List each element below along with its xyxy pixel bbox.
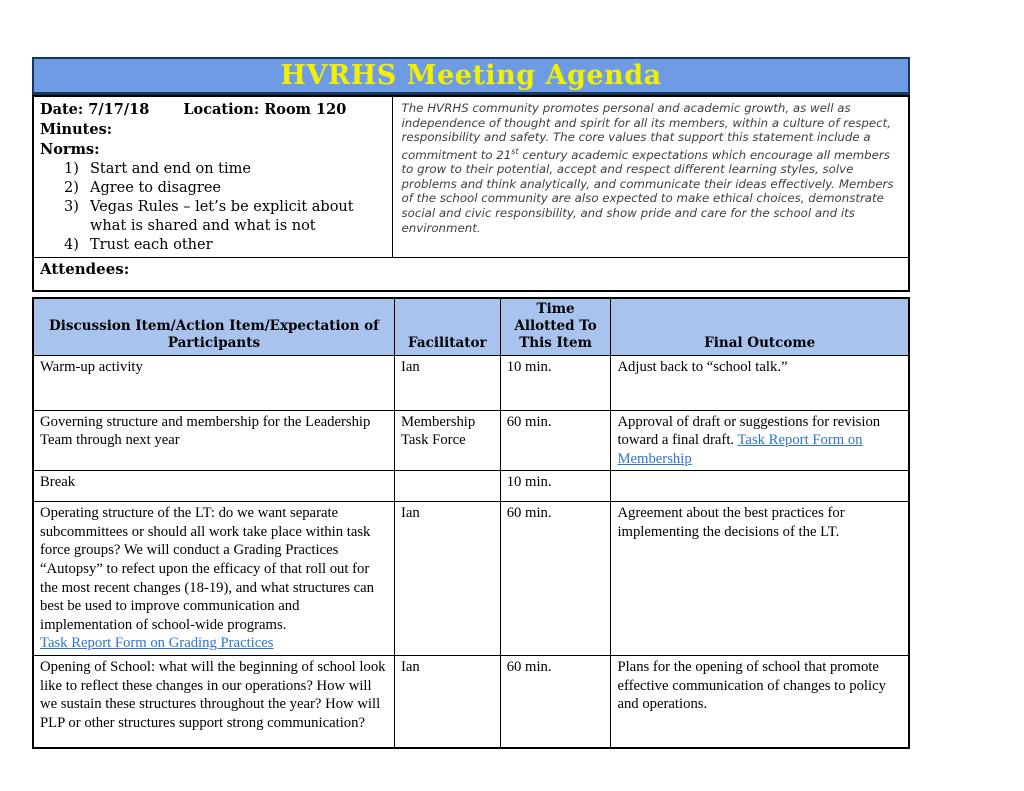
cell-item: Governing structure and membership for the Leadership Team through next year	[33, 410, 394, 471]
page-title: HVRHS Meeting Agenda	[280, 60, 662, 91]
location-field: Location: Room 120	[183, 101, 347, 118]
agenda-row-operating-structure	[33, 502, 909, 656]
date-field: Date: 7/17/18	[40, 101, 150, 118]
agenda-row-governing-structure	[33, 410, 909, 471]
agenda-row-opening-of-school	[33, 656, 909, 748]
cell-outcome	[611, 410, 909, 471]
norms-list	[40, 160, 386, 255]
meeting-info-cell	[33, 96, 392, 258]
membership-report-link[interactable]: Task Report Form on Membership	[617, 432, 863, 467]
mission-text: century academic expectations which encourage all members to grow to their potential, accept and respect different learning styles, solve problems and think analytically, and communicate their ideas effectively. Members of the school community are also expected to make ethical choices, demonstrate social and civic responsibility, and show pride and care for the school and its environment.	[401, 147, 894, 235]
title-bar	[32, 57, 910, 95]
norm-item	[64, 198, 386, 236]
column-header-discussion-item: Discussion Item/Action Item/Expectation of Participants	[33, 298, 394, 356]
attendees-row	[33, 258, 909, 291]
cell-time: 60 min.	[500, 502, 611, 656]
grading-practices-report-link[interactable]: Task Report Form on Grading Practices	[40, 635, 274, 652]
norm-item	[64, 236, 386, 255]
cell-item	[33, 502, 394, 656]
cell-item: Break	[33, 471, 394, 502]
column-header-final-outcome: Final Outcome	[611, 298, 909, 356]
cell-outcome	[611, 471, 909, 502]
cell-item: Opening of School: what will the beginning of school look like to reflect these changes in our operations? How will we sustain these structures throughout the year? How will PLP or other structures support strong communication?	[33, 656, 394, 748]
cell-time: 10 min.	[500, 471, 611, 502]
outcome-text: Approval of draft or suggestions for revision toward a final draft.	[617, 413, 881, 449]
date-location-line	[40, 100, 386, 120]
norms-label: Norms:	[40, 141, 100, 158]
minutes-label: Minutes:	[40, 121, 113, 138]
agenda-table	[32, 297, 910, 749]
meeting-agenda-document	[32, 57, 910, 749]
cell-facilitator: Ian	[394, 656, 500, 748]
mission-text: The HVRHS community promotes personal and academic growth, as well as independence of thought and spirit for all its members, within a culture of respect, responsibility and safety. The core values that support this statement include a commitment to 21	[401, 101, 892, 162]
cell-time: 60 min.	[500, 410, 611, 471]
norm-item-text: Agree to disagree	[90, 180, 222, 196]
norm-item	[64, 179, 386, 198]
norm-item-text: Vegas Rules – let’s be explicit about what is shared and what is not	[90, 199, 354, 234]
cell-facilitator: Ian	[394, 355, 500, 410]
cell-facilitator	[394, 471, 500, 502]
cell-time: 10 min.	[500, 355, 611, 410]
cell-time: 60 min.	[500, 656, 611, 748]
cell-facilitator: Ian	[394, 502, 500, 656]
cell-outcome: Agreement about the best practices for implementing the decisions of the LT.	[611, 502, 909, 656]
norm-item-text: Trust each other	[90, 237, 213, 253]
item-text: Operating structure of the LT: do we want separate subcommittees or should all work take place within task force groups? We will conduct a Grading Practices “Autopsy” to refect upon the efficacy of that roll out for the most recent changes (18-19), and what structures can best be used to improve communication and implementation of school-wide programs.	[40, 505, 375, 633]
mission-statement	[392, 96, 909, 258]
info-table	[32, 95, 910, 292]
mission-superscript: st	[511, 146, 519, 156]
column-header-facilitator: Facilitator	[394, 298, 500, 356]
cell-item: Warm-up activity	[33, 355, 394, 410]
column-header-time-allotted: Time Allotted To This Item	[500, 298, 611, 356]
agenda-row-break	[33, 471, 909, 502]
cell-outcome: Adjust back to “school talk.”	[611, 355, 909, 410]
agenda-header-row	[33, 298, 909, 356]
cell-outcome: Plans for the opening of school that promote effective communication of changes to policy and operations.	[611, 656, 909, 748]
norm-item	[64, 160, 386, 179]
agenda-row-warm-up	[33, 355, 909, 410]
cell-facilitator: Membership Task Force	[394, 410, 500, 471]
attendees-label: Attendees:	[40, 260, 130, 278]
norm-item-text: Start and end on time	[90, 161, 251, 177]
